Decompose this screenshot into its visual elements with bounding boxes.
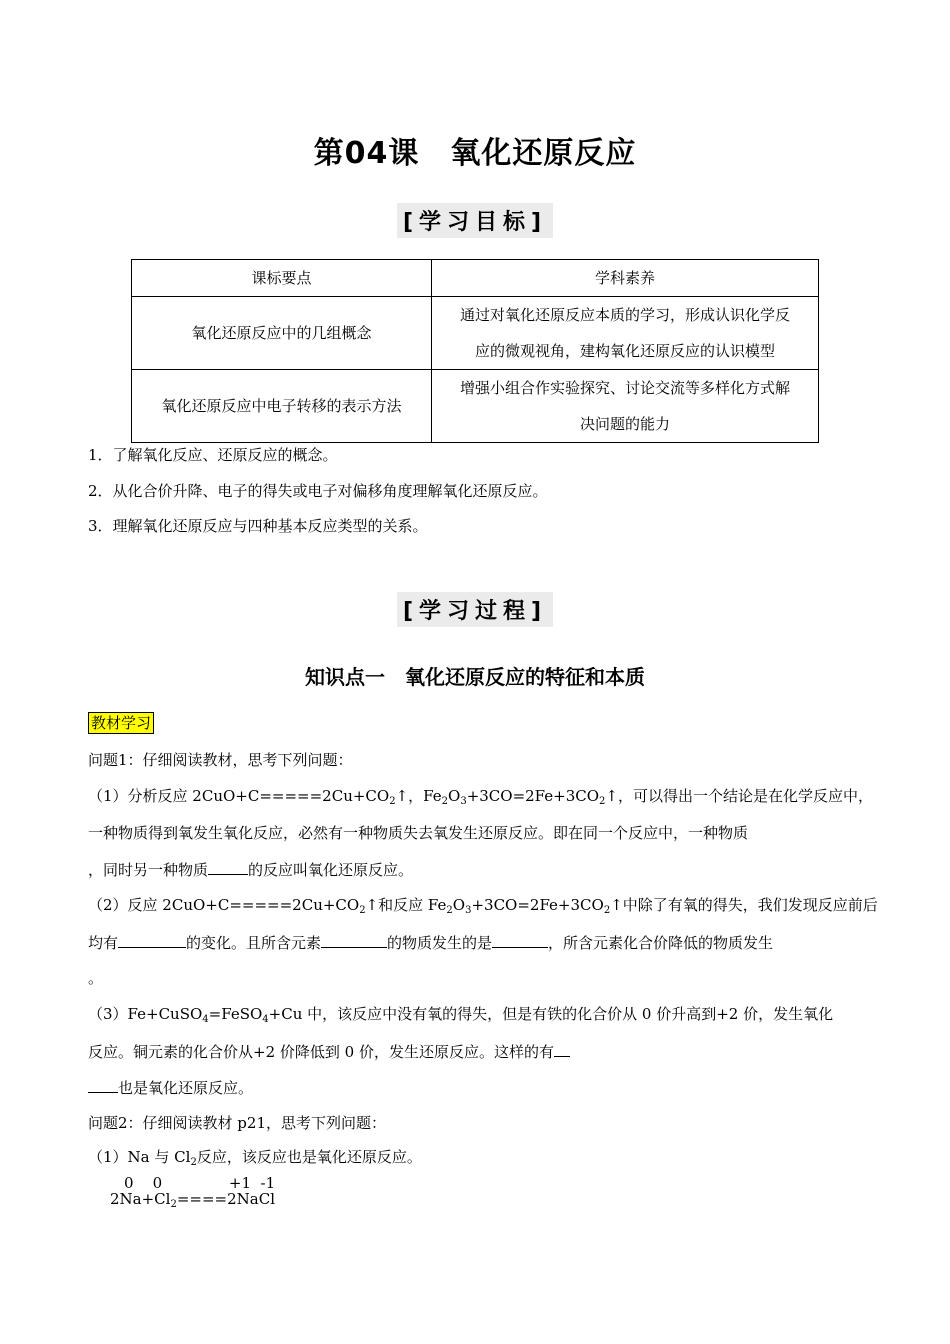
- table-header-row: [132, 260, 819, 297]
- subscript: 2: [603, 905, 611, 916]
- text-segment: （1）Na 与 Cl: [88, 1148, 191, 1166]
- table-row: [132, 370, 819, 443]
- text-segment: （3）Fe+CuSO: [88, 1005, 203, 1023]
- subscript: 2: [389, 796, 396, 807]
- text-segment: （1）分析反应 2CuO+C=====2Cu+CO: [88, 787, 390, 805]
- table-cell-point: 氧化还原反应中电子转移的表示方法: [132, 370, 432, 443]
- question-1-part-3-line-3: [88, 1076, 253, 1099]
- text-segment: +3CO=2Fe+3CO: [466, 787, 600, 805]
- subscript: 2: [190, 1157, 197, 1168]
- section-goals-heading: [0, 203, 950, 238]
- text-segment: ，同时另一种物质: [88, 861, 209, 879]
- section-goals-label: [学习目标]: [397, 203, 553, 238]
- subscript: 2: [170, 1199, 177, 1210]
- text-segment: 的物质发生的是: [387, 934, 493, 952]
- knowledge-point-title: 知识点一 氧化还原反应的特征和本质: [305, 665, 645, 689]
- subscript: 2: [446, 905, 453, 916]
- question-1-part-1-line-3: [88, 858, 413, 881]
- text-segment: 的反应叫氧化还原反应。: [248, 861, 414, 879]
- text-segment: ↑，Fe: [395, 787, 442, 805]
- question-1-part-1: [88, 785, 873, 807]
- question-1-part-3-line-2: [88, 1040, 570, 1063]
- text-segment: O: [448, 787, 461, 805]
- literacy-line: 通过对氧化还原反应本质的学习，形成认识化学反: [459, 306, 790, 324]
- section-process-heading: [0, 592, 950, 627]
- objective-item: 3．理解氧化还原反应与四种基本反应类型的关系。: [88, 517, 428, 535]
- fill-blank[interactable]: [118, 931, 186, 948]
- fill-blank[interactable]: [492, 931, 548, 948]
- table-header-cell: 课标要点: [132, 260, 432, 297]
- subscript: 2: [359, 905, 366, 916]
- objective-item: 2．从化合价升降、电子的得失或电子对偏移角度理解氧化还原反应。: [88, 482, 548, 500]
- subscript: 4: [262, 1014, 269, 1025]
- question-1-part-1-line-2: 一种物质得到氧发生氧化反应，必然有一种物质失去氧发生还原反应。即在同一个反应中，一种物质: [88, 824, 749, 842]
- text-segment: ↑和反应 Fe: [365, 896, 447, 914]
- textbook-study-badge: 教材学习: [88, 712, 154, 734]
- table-row: [132, 297, 819, 370]
- text-segment: ====2NaCl: [176, 1190, 276, 1208]
- literacy-line: 应的微观视角，建构氧化还原反应的认识模型: [474, 342, 775, 360]
- fill-blank[interactable]: [208, 858, 248, 875]
- text-segment: 2Na+Cl: [110, 1190, 171, 1208]
- badge-row: [88, 712, 154, 734]
- table-cell-point: 氧化还原反应中的几组概念: [132, 297, 432, 370]
- subscript: 4: [202, 1014, 209, 1025]
- page-title: 第04课 氧化还原反应: [313, 136, 637, 171]
- text-segment: 均有: [88, 934, 119, 952]
- table-cell-literacy: [432, 297, 819, 370]
- table-cell-literacy: [432, 370, 819, 443]
- text-segment: O: [452, 896, 466, 914]
- table-header-cell: 学科素养: [432, 260, 819, 297]
- text-segment: （2）反应 2CuO+C=====2Cu+CO: [88, 896, 360, 914]
- question-1-part-2-line-3: 。: [88, 969, 104, 987]
- goals-table: [131, 259, 819, 443]
- text-segment: =FeSO: [208, 1005, 263, 1023]
- reaction-formula: [110, 1190, 275, 1208]
- subscript: 3: [460, 796, 467, 807]
- subscript: 2: [599, 796, 606, 807]
- text-segment: 的变化。且所含元素: [186, 934, 322, 952]
- text-segment: +Cu 中，该反应中没有氧的得失，但是有铁的化合价从 0 价升高到+2 价，发生氧化: [268, 1005, 834, 1023]
- literacy-line: 决问题的能力: [579, 415, 670, 433]
- question-1-part-2: [88, 894, 878, 916]
- text-segment: 也是氧化还原反应。: [118, 1079, 254, 1097]
- text-segment: 反应，该反应也是氧化还原反应。: [196, 1148, 422, 1166]
- question-1-title: 问题1：仔细阅读教材，思考下列问题：: [88, 751, 353, 769]
- question-1-part-3: [88, 1003, 833, 1025]
- valence-annotation: 0 0 +1 -1: [124, 1174, 276, 1192]
- objective-item: 1．了解氧化反应、还原反应的概念。: [88, 446, 338, 464]
- subscript: 2: [441, 796, 448, 807]
- text-segment: ↑中除了有氧的得失，我们发现反应前后: [610, 896, 878, 914]
- question-2-part-1: [88, 1146, 422, 1168]
- text-segment: ↑，可以得出一个结论是在化学反应中，: [605, 787, 873, 805]
- literacy-line: 增强小组合作实验探究、讨论交流等多样化方式解: [459, 379, 790, 397]
- fill-blank[interactable]: [554, 1040, 570, 1057]
- question-1-part-2-line-2: [88, 931, 773, 954]
- text-segment: +3CO=2Fe+3CO: [471, 896, 604, 914]
- text-segment: ，所含元素化合价降低的物质发生: [548, 934, 774, 952]
- subscript: 3: [465, 905, 472, 916]
- fill-blank[interactable]: [88, 1076, 118, 1093]
- question-2-title: 问题2：仔细阅读教材 p21，思考下列问题：: [88, 1114, 387, 1132]
- section-process-label: [学习过程]: [397, 592, 553, 627]
- text-segment: 反应。铜元素的化合价从+2 价降低到 0 价，发生还原反应。这样的有: [88, 1043, 554, 1061]
- fill-blank[interactable]: [321, 931, 387, 948]
